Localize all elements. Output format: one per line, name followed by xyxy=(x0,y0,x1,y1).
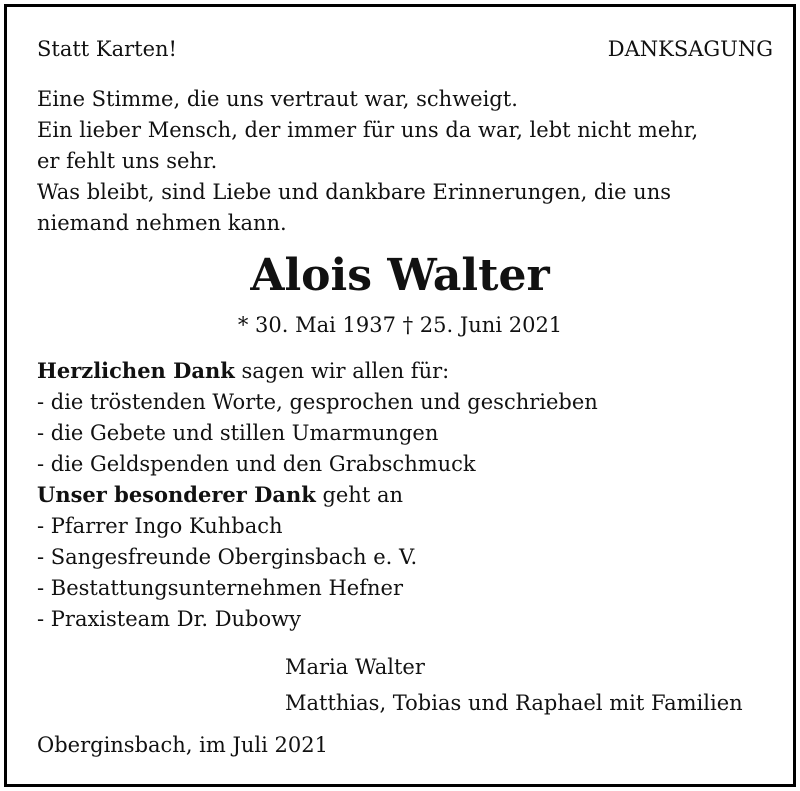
thanks-rest-2: geht an xyxy=(315,483,403,507)
thanks-bold-2: Unser besonderer Dank xyxy=(37,482,316,507)
thanks-heading-1 xyxy=(37,359,449,383)
thanks-heading-2 xyxy=(37,483,403,507)
special-thanks-item: - Bestattungsunternehmen Hefner xyxy=(37,576,403,600)
obituary-card xyxy=(4,4,796,787)
special-thanks-item: - Sangesfreunde Oberginsbach e. V. xyxy=(37,545,418,569)
poem-line-2: Ein lieber Mensch, der immer für uns da war, lebt nicht mehr, xyxy=(37,118,699,142)
special-thanks-item: - Praxisteam Dr. Dubowy xyxy=(37,607,301,631)
special-thanks-item: - Pfarrer Ingo Kuhbach xyxy=(37,514,283,538)
deceased-name: Alois Walter xyxy=(250,250,550,301)
thanks-item: - die Geldspenden und den Grabschmuck xyxy=(37,452,476,476)
poem-line-1: Eine Stimme, die uns vertraut war, schweigt. xyxy=(37,87,518,111)
danksagung-label: DANKSAGUNG xyxy=(607,37,773,61)
thanks-item: - die tröstenden Worte, gesprochen und geschrieben xyxy=(37,390,598,414)
poem-line-3: er fehlt uns sehr. xyxy=(37,149,218,173)
signature-1: Maria Walter xyxy=(285,655,425,679)
signature-2: Matthias, Tobias und Raphael mit Familien xyxy=(285,691,743,715)
poem-line-5: niemand nehmen kann. xyxy=(37,211,287,235)
thanks-item: - die Gebete und stillen Umarmungen xyxy=(37,421,439,445)
life-dates: * 30. Mai 1937 † 25. Juni 2021 xyxy=(237,313,563,337)
statt-karten-label: Statt Karten! xyxy=(37,37,177,61)
thanks-rest-1: sagen wir allen für: xyxy=(234,359,450,383)
thanks-bold-1: Herzlichen Dank xyxy=(37,358,235,383)
poem-line-4: Was bleibt, sind Liebe und dankbare Erinnerungen, die uns xyxy=(37,180,672,204)
place-date-footer: Oberginsbach, im Juli 2021 xyxy=(37,733,328,757)
